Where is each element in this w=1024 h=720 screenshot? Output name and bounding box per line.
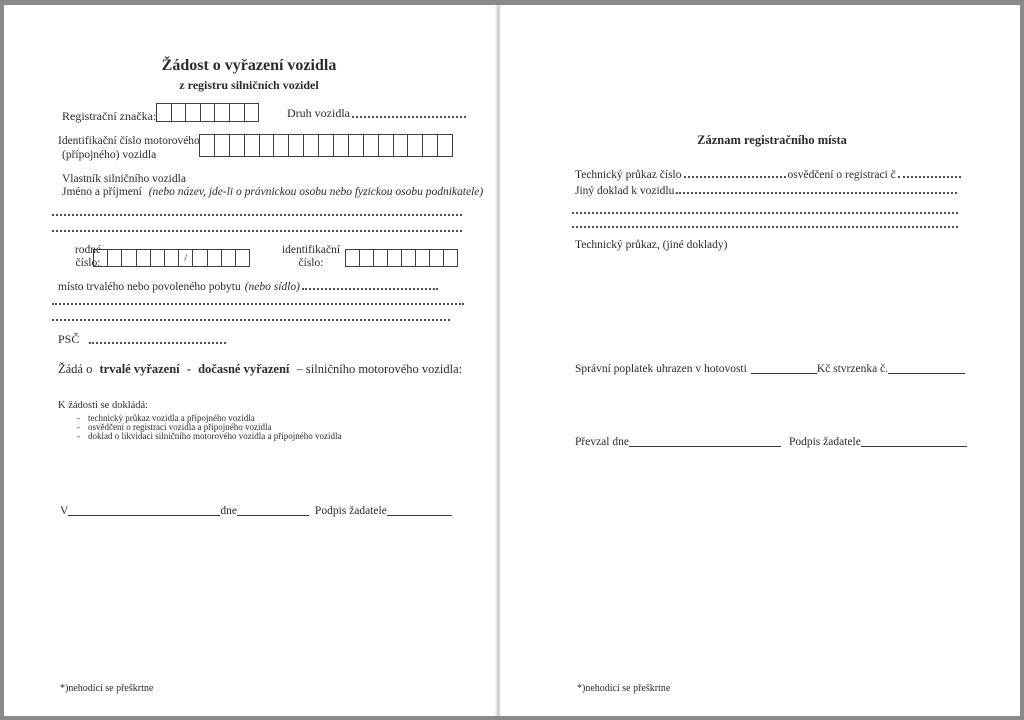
vin-label-line1: Identifikační číslo motorového [58, 135, 200, 147]
signature-date-label: dne [220, 505, 237, 517]
received-date-line [629, 446, 781, 447]
owner-name-dotted-line-2 [52, 230, 462, 232]
comb-cell [345, 249, 360, 267]
comb-cell [373, 249, 388, 267]
received-row [575, 436, 967, 448]
attachment-bullet: - [77, 431, 80, 441]
fee-label: Správní poplatek uhrazen v hotovosti [575, 363, 747, 375]
attachment-text: osvědčení o registraci vozidla a přípojného vozidla [88, 422, 272, 432]
comb-cell [200, 103, 216, 122]
psc-row [58, 332, 228, 347]
request-option-permanent: trvalé vyřazení [99, 362, 180, 376]
comb-cell [378, 134, 394, 157]
id-number-boxes [345, 249, 458, 267]
residence-dotted-line-3 [52, 319, 450, 321]
residence-row [58, 281, 440, 293]
comb-cell [214, 134, 230, 157]
comb-cell [235, 249, 250, 267]
tech-cert-label: Technický průkaz číslo [575, 169, 682, 181]
comb-cell [273, 134, 289, 157]
vehicle-type-dotted-line [352, 116, 466, 118]
request-separator: - [186, 362, 191, 376]
attachments-list [74, 414, 341, 441]
owner-name-note: (nebo název, jde-li o právnickou osobu nebo fyzickou osobu podnikatele) [148, 186, 484, 198]
signature-place-line [68, 515, 220, 516]
page1-signature-row [60, 505, 452, 517]
comb-cell [437, 134, 453, 157]
page1-subtitle: z registru silničních vozidel [179, 78, 319, 92]
comb-cell [363, 134, 379, 157]
page1-footnote: *)nehodící se přeškrtne [60, 683, 154, 694]
comb-cell [415, 249, 430, 267]
fee-currency-label: Kč stvrzenka č. [816, 363, 889, 375]
signature-place-label: V [60, 505, 69, 517]
form-page-2 [502, 5, 1020, 716]
request-prefix: Žádá o [58, 362, 93, 376]
owner-label: Vlastník silničního vozidla [62, 173, 186, 185]
comb-cell [348, 134, 364, 157]
comb-cell [288, 134, 304, 157]
comb-cell [244, 103, 260, 122]
request-suffix: – silničního motorového vozidla: [296, 362, 463, 376]
comb-cell [136, 249, 151, 267]
page2-signature-label: Podpis žadatele [788, 436, 861, 448]
comb-cell [192, 249, 207, 267]
reg-cert-dotted-line [898, 176, 961, 178]
fee-receipt-line [888, 373, 965, 374]
attachment-item [74, 432, 341, 441]
registration-plate-boxes [156, 103, 259, 122]
residence-note: (nebo sídlo) [244, 281, 300, 293]
attachments-header: K žádosti se dokládá: [58, 400, 149, 411]
comb-cell [156, 103, 172, 122]
other-doc-dotted-line-2 [572, 212, 958, 214]
residence-dotted-line-2 [52, 303, 464, 305]
comb-cell [244, 134, 260, 157]
page2-footnote: *)nehodící se přeškrtne [577, 683, 671, 694]
vehicle-type-row [287, 106, 468, 121]
comb-cell [214, 103, 230, 122]
comb-cell [207, 249, 222, 267]
reg-cert-label: osvědčení o registraci č [787, 169, 896, 181]
comb-cell [150, 249, 165, 267]
comb-cell [229, 134, 245, 157]
other-doc-row [575, 185, 959, 197]
fee-row [575, 363, 965, 375]
psc-dotted-line [89, 342, 226, 344]
comb-cell [185, 103, 201, 122]
owner-name-row [62, 186, 483, 198]
attachment-text: technický průkaz vozidla a přípojného vozidla [88, 413, 255, 423]
request-line [58, 362, 462, 377]
form-page-1 [4, 5, 494, 716]
residence-label: místo trvalého nebo povoleného pobytu [58, 281, 241, 293]
psc-label: PSČ [58, 332, 80, 346]
tech-cert-other-label: Technický průkaz, (jiné doklady) [575, 239, 728, 251]
other-doc-dotted-line [676, 192, 957, 194]
comb-cell [164, 249, 179, 267]
tech-cert-row [575, 169, 963, 181]
signature-line [387, 515, 452, 516]
owner-name-label: Jméno a příjmení [62, 186, 142, 198]
comb-cell [333, 134, 349, 157]
document-sheet [4, 5, 1020, 716]
vin-boxes [199, 134, 453, 157]
residence-dotted-line [302, 288, 438, 290]
fee-amount-line [751, 373, 817, 374]
other-doc-label: Jiný doklad k vozidlu [575, 185, 675, 197]
page1-title: Žádost o vyřazení vozidla [161, 57, 337, 74]
comb-cell [359, 249, 374, 267]
comb-cell [443, 249, 458, 267]
vin-label-line2: (přípojného) vozidla [62, 149, 157, 161]
comb-cell [93, 249, 108, 267]
vehicle-type-label: Druh vozidla [287, 106, 350, 120]
comb-cell [199, 134, 215, 157]
comb-cell [429, 249, 444, 267]
birth-number-boxes [93, 249, 250, 267]
page2-signature-line [861, 446, 967, 447]
id-number-label: identifikační číslo: [281, 244, 341, 269]
birth-number-label: rodné číslo: [74, 244, 102, 269]
comb-cell [393, 134, 409, 157]
comb-cell [171, 103, 187, 122]
page2-title: Záznam registračního místa [697, 133, 847, 147]
comb-cell [107, 249, 122, 267]
other-doc-dotted-line-3 [572, 226, 958, 228]
comb-cell [259, 134, 275, 157]
owner-name-dotted-line-1 [52, 214, 462, 216]
comb-cell: / [178, 249, 193, 267]
comb-cell [422, 134, 438, 157]
tech-cert-dotted-line [684, 176, 786, 178]
attachment-bullet: - [77, 422, 80, 432]
request-option-temporary: dočasné vyřazení [198, 362, 290, 376]
attachment-bullet: - [77, 413, 80, 423]
signature-date-line [237, 515, 309, 516]
received-label: Převzal dne [575, 436, 629, 448]
comb-cell [401, 249, 416, 267]
attachment-text: doklad o likvidaci silničního motorového vozidla a přípojného vozidla [88, 431, 342, 441]
signature-label: Podpis žadatele [314, 505, 387, 517]
page-divider [494, 5, 502, 716]
comb-cell [221, 249, 236, 267]
comb-cell [303, 134, 319, 157]
comb-cell [121, 249, 136, 267]
comb-cell [318, 134, 334, 157]
comb-cell [387, 249, 402, 267]
comb-cell [229, 103, 245, 122]
registration-plate-label: Registrační značka: [62, 109, 157, 123]
comb-cell [407, 134, 423, 157]
